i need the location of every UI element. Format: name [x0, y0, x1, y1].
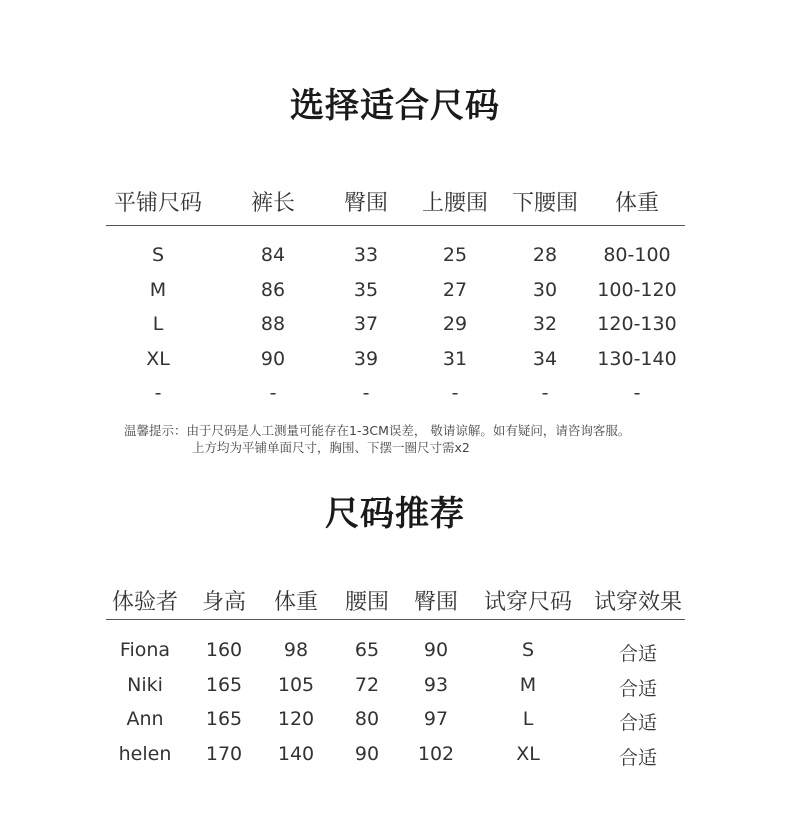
size-chart-title: 选择适合尺码: [290, 86, 500, 126]
table-cell: 86: [260, 278, 286, 301]
header-cell: 试穿尺码: [483, 590, 573, 615]
recommend-title: 尺码推荐: [325, 494, 465, 534]
table-cell: 35: [353, 278, 379, 301]
table-cell: M: [519, 673, 537, 696]
table-cell: 29: [442, 313, 468, 335]
table-cell: 140: [277, 742, 315, 765]
header-cell: 裤长: [250, 191, 296, 216]
table-cell: XL: [516, 742, 540, 765]
table-cell: S: [151, 244, 165, 266]
table-cell: -: [451, 382, 459, 404]
table-cell: 31: [442, 347, 468, 370]
table-cell: 105: [277, 673, 315, 696]
table-cell: 合适: [618, 643, 658, 665]
table-cell: 93: [423, 673, 449, 696]
table-cell: XL: [146, 347, 170, 370]
table-cell: 28: [532, 244, 558, 266]
table-cell: L: [152, 313, 164, 335]
table-cell: -: [541, 382, 549, 404]
header-cell: 平铺尺码: [113, 191, 203, 216]
header-cell: 体重: [273, 590, 319, 615]
table-cell: 120: [277, 708, 315, 730]
table-cell: 84: [260, 244, 286, 266]
table-cell: 160: [205, 639, 243, 661]
table-cell: 27: [442, 278, 468, 301]
header-cell: 上腰围: [421, 191, 489, 216]
table-cell: -: [269, 382, 277, 404]
table-cell: 33: [353, 244, 379, 266]
header-cell: 体重: [614, 191, 660, 216]
table-cell: 30: [532, 278, 558, 301]
table-cell: 34: [532, 347, 558, 370]
recommend-divider: [106, 619, 685, 620]
size-chart-divider: [106, 225, 685, 226]
table-cell: 98: [283, 639, 309, 661]
header-cell: 身高: [201, 590, 247, 615]
table-cell: 88: [260, 313, 286, 335]
table-cell: 25: [442, 244, 468, 266]
table-cell: Ann: [126, 708, 164, 730]
table-cell: 80-100: [603, 244, 671, 266]
table-cell: -: [154, 382, 162, 404]
table-cell: helen: [118, 742, 172, 765]
table-cell: Niki: [127, 673, 163, 696]
table-cell: 100-120: [597, 278, 677, 301]
table-cell: 90: [354, 742, 380, 765]
table-cell: -: [633, 382, 641, 404]
header-cell: 臀围: [413, 590, 459, 615]
table-cell: L: [522, 708, 534, 730]
table-cell: 102: [417, 742, 455, 765]
table-cell: 72: [354, 673, 380, 696]
table-cell: 39: [353, 347, 379, 370]
table-cell: 65: [354, 639, 380, 661]
header-cell: 臀围: [343, 191, 389, 216]
table-cell: 合适: [618, 677, 658, 700]
table-cell: 130-140: [597, 347, 677, 370]
table-cell: 合适: [618, 712, 658, 734]
table-cell: 165: [205, 673, 243, 696]
table-cell: M: [149, 278, 167, 301]
header-cell: 体验者: [111, 590, 179, 615]
note-line-1: 温馨提示：由于尺码是人工测量可能存在1-3CM误差， 敬请谅解。如有疑问，请咨询客服。: [124, 423, 631, 438]
table-cell: 合适: [618, 746, 658, 769]
table-cell: 37: [353, 313, 379, 335]
table-cell: 120-130: [597, 313, 677, 335]
table-cell: 90: [260, 347, 286, 370]
table-cell: -: [362, 382, 370, 404]
table-cell: Fiona: [119, 639, 171, 661]
header-cell: 腰围: [344, 590, 390, 615]
header-cell: 下腰围: [511, 191, 579, 216]
header-cell: 试穿效果: [593, 590, 683, 615]
table-cell: S: [521, 639, 535, 661]
table-cell: 170: [205, 742, 243, 765]
table-cell: 97: [423, 708, 449, 730]
note-line-2: 上方均为平铺单面尺寸，胸围、下摆一圈尺寸需x2: [192, 440, 470, 455]
table-cell: 32: [532, 313, 558, 335]
table-cell: 80: [354, 708, 380, 730]
table-cell: 90: [423, 639, 449, 661]
table-cell: 165: [205, 708, 243, 730]
